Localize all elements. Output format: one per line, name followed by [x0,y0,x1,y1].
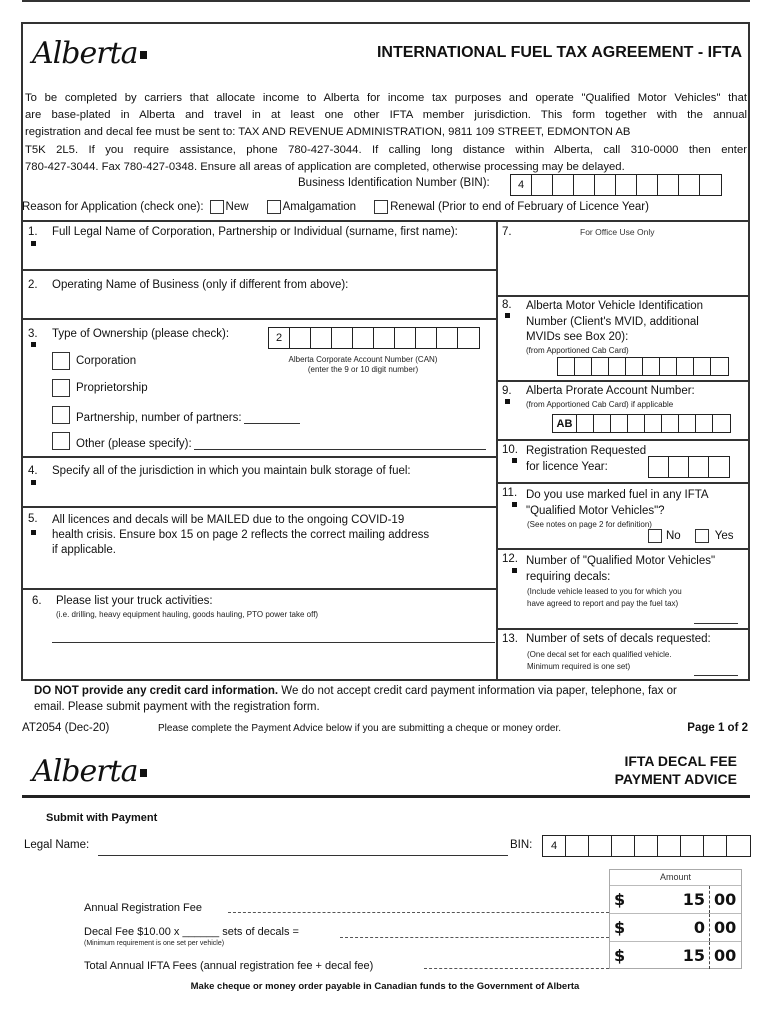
payment-bin-digit[interactable] [612,836,635,856]
leader-dots [228,912,609,913]
currency-symbol: $ [614,918,626,937]
section-2-label: Operating Name of Business (only if different from above): [52,279,349,291]
legal-name-field[interactable] [52,244,492,266]
section-9-label: Alberta Prorate Account Number: [526,385,695,397]
logo-mark-icon [140,51,147,59]
section-13-hint-line: (One decal set for each qualified vehicle. [527,650,672,659]
prorate-digit[interactable] [611,415,628,432]
divider [496,295,750,297]
section-12-line: Number of "Qualified Motor Vehicles" [526,555,716,567]
prorate-digit[interactable] [662,415,679,432]
bin-digit[interactable] [595,175,616,195]
divider [21,456,497,458]
legal-name-label: Legal Name: [24,839,90,851]
can-digit[interactable] [332,328,353,348]
can-digit[interactable] [458,328,479,348]
required-bullet-icon [512,568,517,573]
section-5-line: All licences and decals will be MAILED due to the ongoing COVID-19 [52,514,405,526]
bin-digit[interactable] [700,175,721,195]
required-bullet-icon [505,313,510,318]
can-digit[interactable] [353,328,374,348]
bin-digit[interactable] [616,175,637,195]
total-fees-label: Total Annual IFTA Fees (annual registration fee + decal fee) [84,960,374,972]
reason-amalgamation-label: Amalgamation [282,201,357,213]
section-4-label: Specify all of the jurisdiction in which you maintain bulk storage of fuel: [52,465,411,477]
can-input[interactable] [268,327,480,349]
amount-dollars: 15 [682,946,705,965]
payment-bin-digit[interactable] [658,836,681,856]
reason-row [22,200,649,214]
divider [21,588,497,590]
section-6-hint: (i.e. drilling, heavy equipment hauling, goods hauling, PTO power take off) [56,610,319,619]
payment-advice-title [615,752,737,788]
decal-fee-hint: (Minimum requirement is one set per vehicle) [84,940,225,947]
marked-fuel-no-label: No [666,530,681,542]
amount-table [609,869,742,969]
required-bullet-icon [512,458,517,463]
payment-bin-digit[interactable] [635,836,658,856]
bin-digit[interactable]: 4 [511,175,532,195]
divider [496,548,750,550]
ownership-partnership [52,406,300,424]
intro-line: 780-427-3044. Fax 780-427-0348. Ensure all areas of application are completed, otherwise processing may be delayed. [25,160,625,173]
divider [496,380,750,382]
decal-sets-count-field[interactable] [694,664,738,676]
year-digit[interactable] [649,457,669,477]
section-8-line: Number (Client's MVID, additional [526,315,699,328]
mvid-digit[interactable] [575,358,592,375]
amount-cents: 00 [709,942,736,969]
section-2-number: 2. [28,279,38,291]
licence-year-input[interactable] [648,456,730,478]
prorate-account-input[interactable] [552,414,731,433]
ownership-other [52,432,486,450]
other-label: Other (please specify): [76,438,192,450]
section-10-number: 10. [502,444,518,456]
partnership-label: Partnership, number of partners: [76,412,242,424]
year-digit[interactable] [689,457,709,477]
notice-bold: DO NOT provide any credit card information. [34,685,279,697]
decal-fee-label: Decal Fee $10.00 x ______ sets of decals = [84,926,299,938]
corporation-label: Corporation [76,355,137,367]
section-10-label [526,444,646,475]
section-8-number: 8. [502,299,512,311]
intro-line: registration and decal fee must be sent to: TAX AND REVENUE ADMINISTRATION, 9811 109 STREET, EDMONTON AB [25,126,631,139]
reason-renewal-label: Renewal (Prior to end of February of Licence Year) [390,201,649,213]
bin-digit[interactable] [658,175,679,195]
payment-bin-digit[interactable]: 4 [543,836,566,856]
mvid-input[interactable] [557,357,729,376]
mvid-digit[interactable] [711,358,728,375]
section-9-hint: (from Apportioned Cab Card) if applicable [526,400,674,409]
intro-paragraph [25,90,747,176]
partners-count-field[interactable] [244,412,300,424]
section-6-label: Please list your truck activities: [56,595,213,607]
section-13-label: Number of sets of decals requested: [526,633,711,645]
prorate-digit[interactable] [696,415,713,432]
ownership-corporation [52,352,136,370]
section-8-label [526,299,703,346]
mvid-digit[interactable] [643,358,660,375]
currency-symbol: $ [614,890,626,909]
intro-line: T5K 2L5. If you require assistance, phone 780-427-3044. If calling long distance within Alberta, call 310-0000 then enter [25,143,747,156]
can-digit[interactable] [395,328,416,348]
section-4-number: 4. [28,465,38,477]
proprietorship-label: Proprietorship [76,382,148,394]
section-11-number: 11. [502,487,518,499]
bin-digit[interactable] [574,175,595,195]
mvid-digit[interactable] [677,358,694,375]
section-1-number: 1. [28,226,38,238]
section-10-line: for licence Year: [526,460,608,473]
year-digit[interactable] [709,457,729,477]
prorate-digit[interactable] [679,415,696,432]
section-11-hint: (See notes on page 2 for definition) [527,520,652,529]
payment-bin-digit[interactable] [589,836,612,856]
section-1-label: Full Legal Name of Corporation, Partnership or Individual (surname, first name): [52,226,458,238]
mvid-digit[interactable] [694,358,711,375]
section-7-number: 7. [502,226,512,238]
payment-bin-label: BIN: [510,839,533,851]
payment-advice-title-line: PAYMENT ADVICE [614,771,737,787]
can-digit[interactable] [311,328,332,348]
reason-new-label: New [225,201,249,213]
mvid-digit[interactable] [609,358,626,375]
bin-input[interactable] [510,174,722,196]
section-11-line: "Qualified Motor Vehicles"? [526,505,665,517]
notice-text: email. Please submit payment with the registration form. [34,700,320,713]
amount-header: Amount [659,872,692,882]
currency-symbol: $ [614,946,626,965]
marked-fuel-yes-checkbox[interactable] [695,529,709,543]
required-bullet-icon [505,399,510,404]
marked-fuel-yes-label: Yes [714,530,734,542]
can-digit[interactable] [416,328,437,348]
annual-registration-fee-label: Annual Registration Fee [84,902,203,914]
required-bullet-icon [31,480,36,485]
other-specify-field[interactable] [194,438,486,450]
section-8-hint: (from Apportioned Cab Card) [526,346,629,355]
payment-bin-input[interactable] [542,835,751,857]
bulk-storage-field[interactable] [52,482,492,502]
alberta-logo: Alberta [32,36,147,71]
credit-card-notice [34,684,750,715]
column-divider [496,220,498,681]
submit-with-payment-label: Submit with Payment [46,812,158,824]
section-8-line: Alberta Motor Vehicle Identification [526,300,704,312]
can-hint: (enter the 9 or 10 digit number) [307,365,419,374]
intro-line: are base-plated in Alberta and travel in at least one other IFTA member jurisdiction. This form together with the annual [25,109,747,122]
section-13-hint [527,649,672,673]
prorate-digit[interactable] [713,415,730,432]
required-bullet-icon [31,530,36,535]
section-12-label [526,553,715,585]
section-13-number: 13. [502,633,518,645]
payment-legal-name-field[interactable] [98,842,508,856]
proprietorship-checkbox[interactable] [52,379,70,397]
can-caption [268,355,458,375]
prorate-digit[interactable] [577,415,594,432]
can-digit[interactable] [437,328,458,348]
reason-label: Reason for Application (check one): [22,201,204,213]
payable-note: Make cheque or money order payable in Canadian funds to the Government of Alberta [190,981,580,992]
required-bullet-icon [31,241,36,246]
can-label: Alberta Corporate Account Number (CAN) [288,355,438,364]
section-5-line: if applicable. [52,544,116,556]
section-9-number: 9. [502,385,512,397]
payment-advice-rule [22,795,750,798]
payment-bin-digit[interactable] [566,836,589,856]
section-11-label [526,487,709,519]
payment-advice-logo: Alberta [32,754,147,789]
amount-row-total [610,941,741,969]
prorate-digit[interactable] [628,415,645,432]
can-digit[interactable] [374,328,395,348]
marked-fuel-no-checkbox[interactable] [648,529,662,543]
bin-digit[interactable] [532,175,553,195]
section-12-hint-line: (Include vehicle leased to you for which you [527,587,682,596]
mvid-digit[interactable] [660,358,677,375]
section-3-number: 3. [28,328,38,340]
amount-dollars: 0 [693,918,705,937]
qualified-vehicles-count-field[interactable] [694,612,738,624]
section-6-number: 6. [32,595,42,607]
section-13-hint-line: Minimum required is one set) [527,662,631,671]
leader-dots [424,968,609,969]
amount-row-decal [610,913,741,941]
payment-bin-digit[interactable] [704,836,727,856]
footer-instruction: Please complete the Payment Advice below if you are submitting a cheque or money order. [158,723,562,734]
mvid-digit[interactable] [626,358,643,375]
logo-mark-icon [140,769,147,777]
section-5-text [52,513,429,558]
section-5-number: 5. [28,513,38,525]
page-indicator: Page 1 of 2 [687,722,748,734]
amount-dollars: 15 [682,890,705,909]
bin-digit[interactable] [679,175,700,195]
divider [21,318,497,320]
truck-activities-field[interactable] [52,627,495,643]
prorate-digit[interactable] [594,415,611,432]
section-12-number: 12. [502,553,518,565]
divider [21,220,750,222]
reason-amalgamation-checkbox[interactable] [267,200,281,214]
bin-digit[interactable] [637,175,658,195]
marked-fuel-options [648,529,733,543]
required-bullet-icon [31,342,36,347]
amount-row-registration [610,885,741,913]
year-digit[interactable] [669,457,689,477]
corporation-checkbox[interactable] [52,352,70,370]
section-8-line: MVIDs see Box 20): [526,331,629,343]
section-12-line: requiring decals: [526,571,611,583]
ownership-proprietorship [52,379,148,397]
bin-label: Business Identification Number (BIN): [298,177,490,189]
payment-bin-digit[interactable] [681,836,704,856]
required-bullet-icon [512,502,517,507]
intro-line: To be completed by carriers that allocate income to Alberta for income tax purposes and operate "Qualified Motor Vehicles" that [25,92,747,104]
top-rule [22,0,750,2]
bin-digit[interactable] [553,175,574,195]
amount-cents: 00 [709,886,736,913]
prorate-digit[interactable] [645,415,662,432]
section-3-label: Type of Ownership (please check): [52,328,230,340]
amount-cents: 00 [709,914,736,941]
section-11-line: Do you use marked fuel in any IFTA [526,489,709,501]
divider [21,506,497,508]
section-10-line: Registration Requested [526,445,647,457]
notice-text: We do not accept credit card payment information via paper, telephone, fax or [278,685,677,697]
mvid-digit[interactable] [558,358,575,375]
section-5-line: health crisis. Ensure box 15 on page 2 reflects the correct mailing address [52,529,430,541]
prorate-prefix: AB [553,415,577,432]
operating-name-field[interactable] [52,295,492,315]
reason-renewal-checkbox[interactable] [374,200,388,214]
can-digit[interactable]: 2 [269,328,290,348]
form-title: INTERNATIONAL FUEL TAX AGREEMENT - IFTA [376,44,742,61]
form-id: AT2054 (Dec-20) [22,722,110,734]
divider [21,269,497,271]
leader-dots [340,937,609,938]
payment-advice-title-line: IFTA DECAL FEE [624,753,737,769]
reason-new-checkbox[interactable] [210,200,224,214]
other-checkbox[interactable] [52,432,70,450]
section-12-hint-line: have agreed to report and pay the fuel tax) [527,599,679,608]
partnership-checkbox[interactable] [52,406,70,424]
divider [496,482,750,484]
can-digit[interactable] [290,328,311,348]
payment-bin-digit[interactable] [727,836,750,856]
mvid-digit[interactable] [592,358,609,375]
section-12-hint [527,586,682,610]
divider [496,439,750,441]
office-use-label: For Office Use Only [580,227,655,237]
divider [496,628,750,630]
